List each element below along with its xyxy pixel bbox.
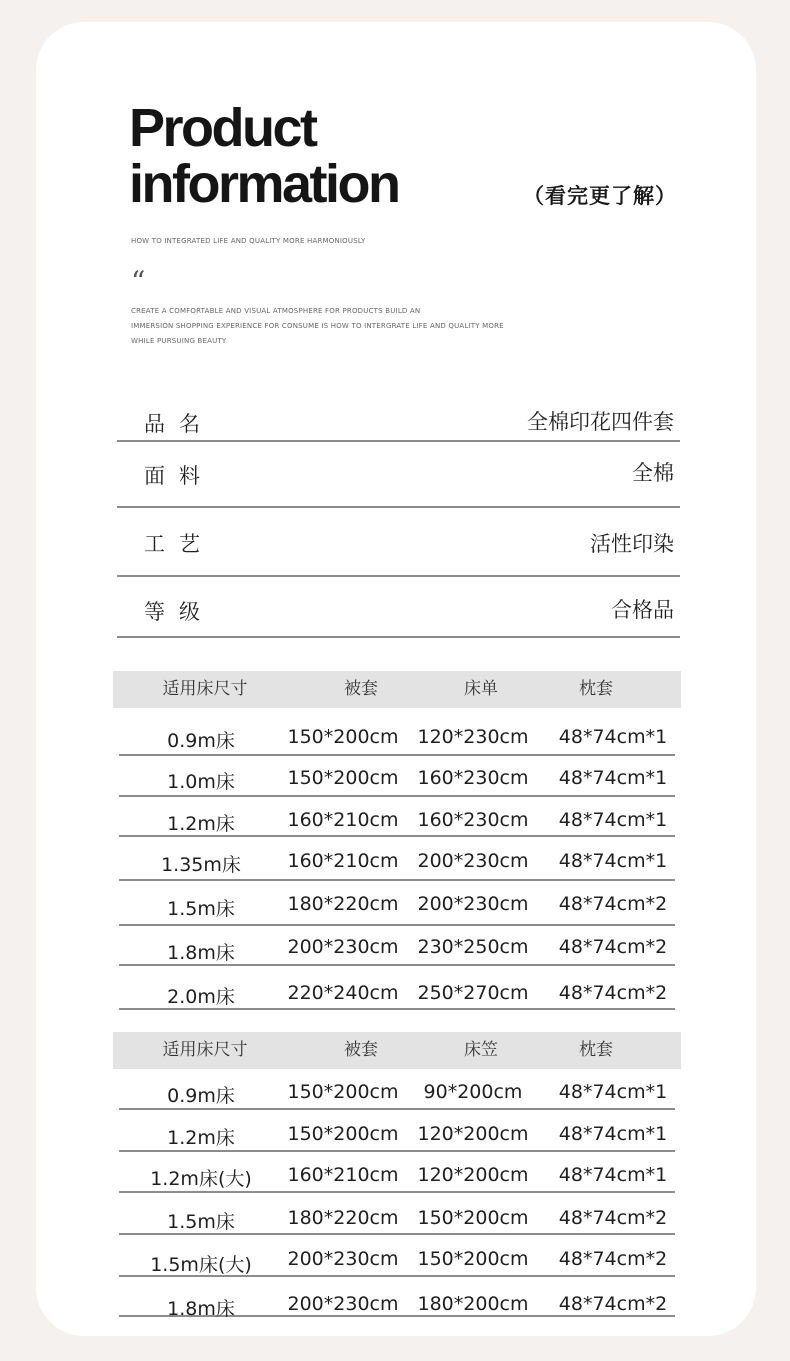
title-line-2: information xyxy=(129,154,399,214)
cell-sheet: 120*230cm xyxy=(417,726,529,748)
size-table-1-header xyxy=(113,671,681,708)
cell-bed-size: 1.2m床 xyxy=(167,1127,235,1149)
table-row xyxy=(119,797,675,837)
header-sheet: 床单 xyxy=(464,679,498,699)
table-row xyxy=(119,1235,675,1277)
table-row xyxy=(119,1277,675,1320)
table-row xyxy=(119,716,675,756)
cell-pillowcase: 48*74cm*1 xyxy=(558,809,668,831)
tagline: HOW TO INTEGRATED LIFE AND QUALITY MORE HARMONIOUSLY xyxy=(131,237,366,245)
info-label: 工艺 xyxy=(144,532,214,556)
cell-bed-size: 0.9m床 xyxy=(167,1085,235,1107)
page-title xyxy=(129,100,398,212)
cell-duvet: 160*210cm xyxy=(287,1164,399,1186)
header-pillowcase: 枕套 xyxy=(579,679,613,699)
table-row xyxy=(119,1110,675,1152)
cell-pillowcase: 48*74cm*2 xyxy=(558,1248,668,1270)
info-label: 品名 xyxy=(144,412,214,436)
cell-bed-size: 1.2m床(大) xyxy=(150,1168,252,1190)
cell-sheet: 200*230cm xyxy=(417,893,529,915)
header-duvet: 被套 xyxy=(344,1040,378,1060)
header-bed-size: 适用床尺寸 xyxy=(162,1040,248,1060)
cell-duvet: 150*200cm xyxy=(287,1123,399,1145)
table-row xyxy=(119,926,675,966)
cell-fitted-sheet: 90*200cm xyxy=(423,1081,523,1103)
cell-duvet: 150*200cm xyxy=(287,726,399,748)
cell-duvet: 200*230cm xyxy=(287,1248,399,1270)
quote-icon: “ xyxy=(131,265,146,298)
cell-pillowcase: 48*74cm*2 xyxy=(558,1293,668,1315)
cell-duvet: 180*220cm xyxy=(287,893,399,915)
info-row-fabric xyxy=(117,442,680,508)
info-row-grade xyxy=(117,577,680,638)
cell-duvet: 200*230cm xyxy=(287,1293,399,1315)
cell-fitted-sheet: 180*200cm xyxy=(417,1293,529,1315)
info-value: 合格品 xyxy=(611,598,674,622)
cell-pillowcase: 48*74cm*1 xyxy=(558,850,668,872)
info-value: 活性印染 xyxy=(590,532,674,556)
cell-pillowcase: 48*74cm*1 xyxy=(558,1123,668,1145)
description-line: WHILE PURSUING BEAUTY xyxy=(131,337,227,345)
subtitle-cn: （看完更了解） xyxy=(523,184,677,208)
cell-bed-size: 1.5m床 xyxy=(167,1211,235,1233)
cell-bed-size: 1.35m床 xyxy=(161,854,241,876)
cell-bed-size: 1.5m床 xyxy=(167,898,235,920)
table-row xyxy=(119,1071,675,1110)
table-row xyxy=(119,1152,675,1193)
title-line-1: Product xyxy=(129,98,316,158)
cell-duvet: 150*200cm xyxy=(287,767,399,789)
cell-bed-size: 1.0m床 xyxy=(167,771,235,793)
cell-sheet: 160*230cm xyxy=(417,809,529,831)
info-label: 面料 xyxy=(144,464,214,488)
cell-pillowcase: 48*74cm*2 xyxy=(558,936,668,958)
cell-pillowcase: 48*74cm*1 xyxy=(558,1164,668,1186)
cell-sheet: 200*230cm xyxy=(417,850,529,872)
size-table-2-header xyxy=(113,1032,681,1069)
table-row xyxy=(119,966,675,1010)
info-label: 等级 xyxy=(144,600,214,624)
cell-fitted-sheet: 150*200cm xyxy=(417,1248,529,1270)
info-value: 全棉印花四件套 xyxy=(527,410,674,434)
description xyxy=(131,304,504,349)
table-row xyxy=(119,881,675,926)
cell-bed-size: 0.9m床 xyxy=(167,730,235,752)
description-line: CREATE A COMFORTABLE AND VISUAL ATMOSPHERE FOR PRODUCTS BUILD AN xyxy=(131,307,421,315)
cell-pillowcase: 48*74cm*2 xyxy=(558,1207,668,1229)
header-duvet: 被套 xyxy=(344,679,378,699)
cell-duvet: 220*240cm xyxy=(287,982,399,1004)
cell-duvet: 180*220cm xyxy=(287,1207,399,1229)
cell-fitted-sheet: 120*200cm xyxy=(417,1123,529,1145)
cell-sheet: 230*250cm xyxy=(417,936,529,958)
cell-fitted-sheet: 150*200cm xyxy=(417,1207,529,1229)
table-row xyxy=(119,837,675,881)
cell-duvet: 160*210cm xyxy=(287,809,399,831)
header-bed-size: 适用床尺寸 xyxy=(162,679,248,699)
cell-sheet: 250*270cm xyxy=(417,982,529,1004)
cell-pillowcase: 48*74cm*1 xyxy=(558,1081,668,1103)
cell-pillowcase: 48*74cm*2 xyxy=(558,893,668,915)
cell-fitted-sheet: 120*200cm xyxy=(417,1164,529,1186)
info-row-name xyxy=(117,400,680,442)
table-row xyxy=(119,1193,675,1235)
cell-pillowcase: 48*74cm*1 xyxy=(558,726,668,748)
cell-duvet: 150*200cm xyxy=(287,1081,399,1103)
cell-duvet: 160*210cm xyxy=(287,850,399,872)
cell-bed-size: 2.0m床 xyxy=(167,986,235,1008)
cell-bed-size: 1.5m床(大) xyxy=(150,1254,252,1276)
cell-pillowcase: 48*74cm*2 xyxy=(558,982,668,1004)
info-value: 全棉 xyxy=(632,461,674,485)
info-row-process xyxy=(117,508,680,577)
cell-bed-size: 1.8m床 xyxy=(167,942,235,964)
header-fitted-sheet: 床笠 xyxy=(464,1040,498,1060)
header-pillowcase: 枕套 xyxy=(579,1040,613,1060)
cell-duvet: 200*230cm xyxy=(287,936,399,958)
cell-bed-size: 1.2m床 xyxy=(167,813,235,835)
cell-pillowcase: 48*74cm*1 xyxy=(558,767,668,789)
description-line: IMMERSION SHOPPING EXPERIENCE FOR CONSUME IS HOW TO INTERGRATE LIFE AND QUALITY MORE xyxy=(131,322,504,330)
table-row xyxy=(119,756,675,797)
cell-sheet: 160*230cm xyxy=(417,767,529,789)
cell-bed-size: 1.8m床 xyxy=(167,1298,235,1320)
